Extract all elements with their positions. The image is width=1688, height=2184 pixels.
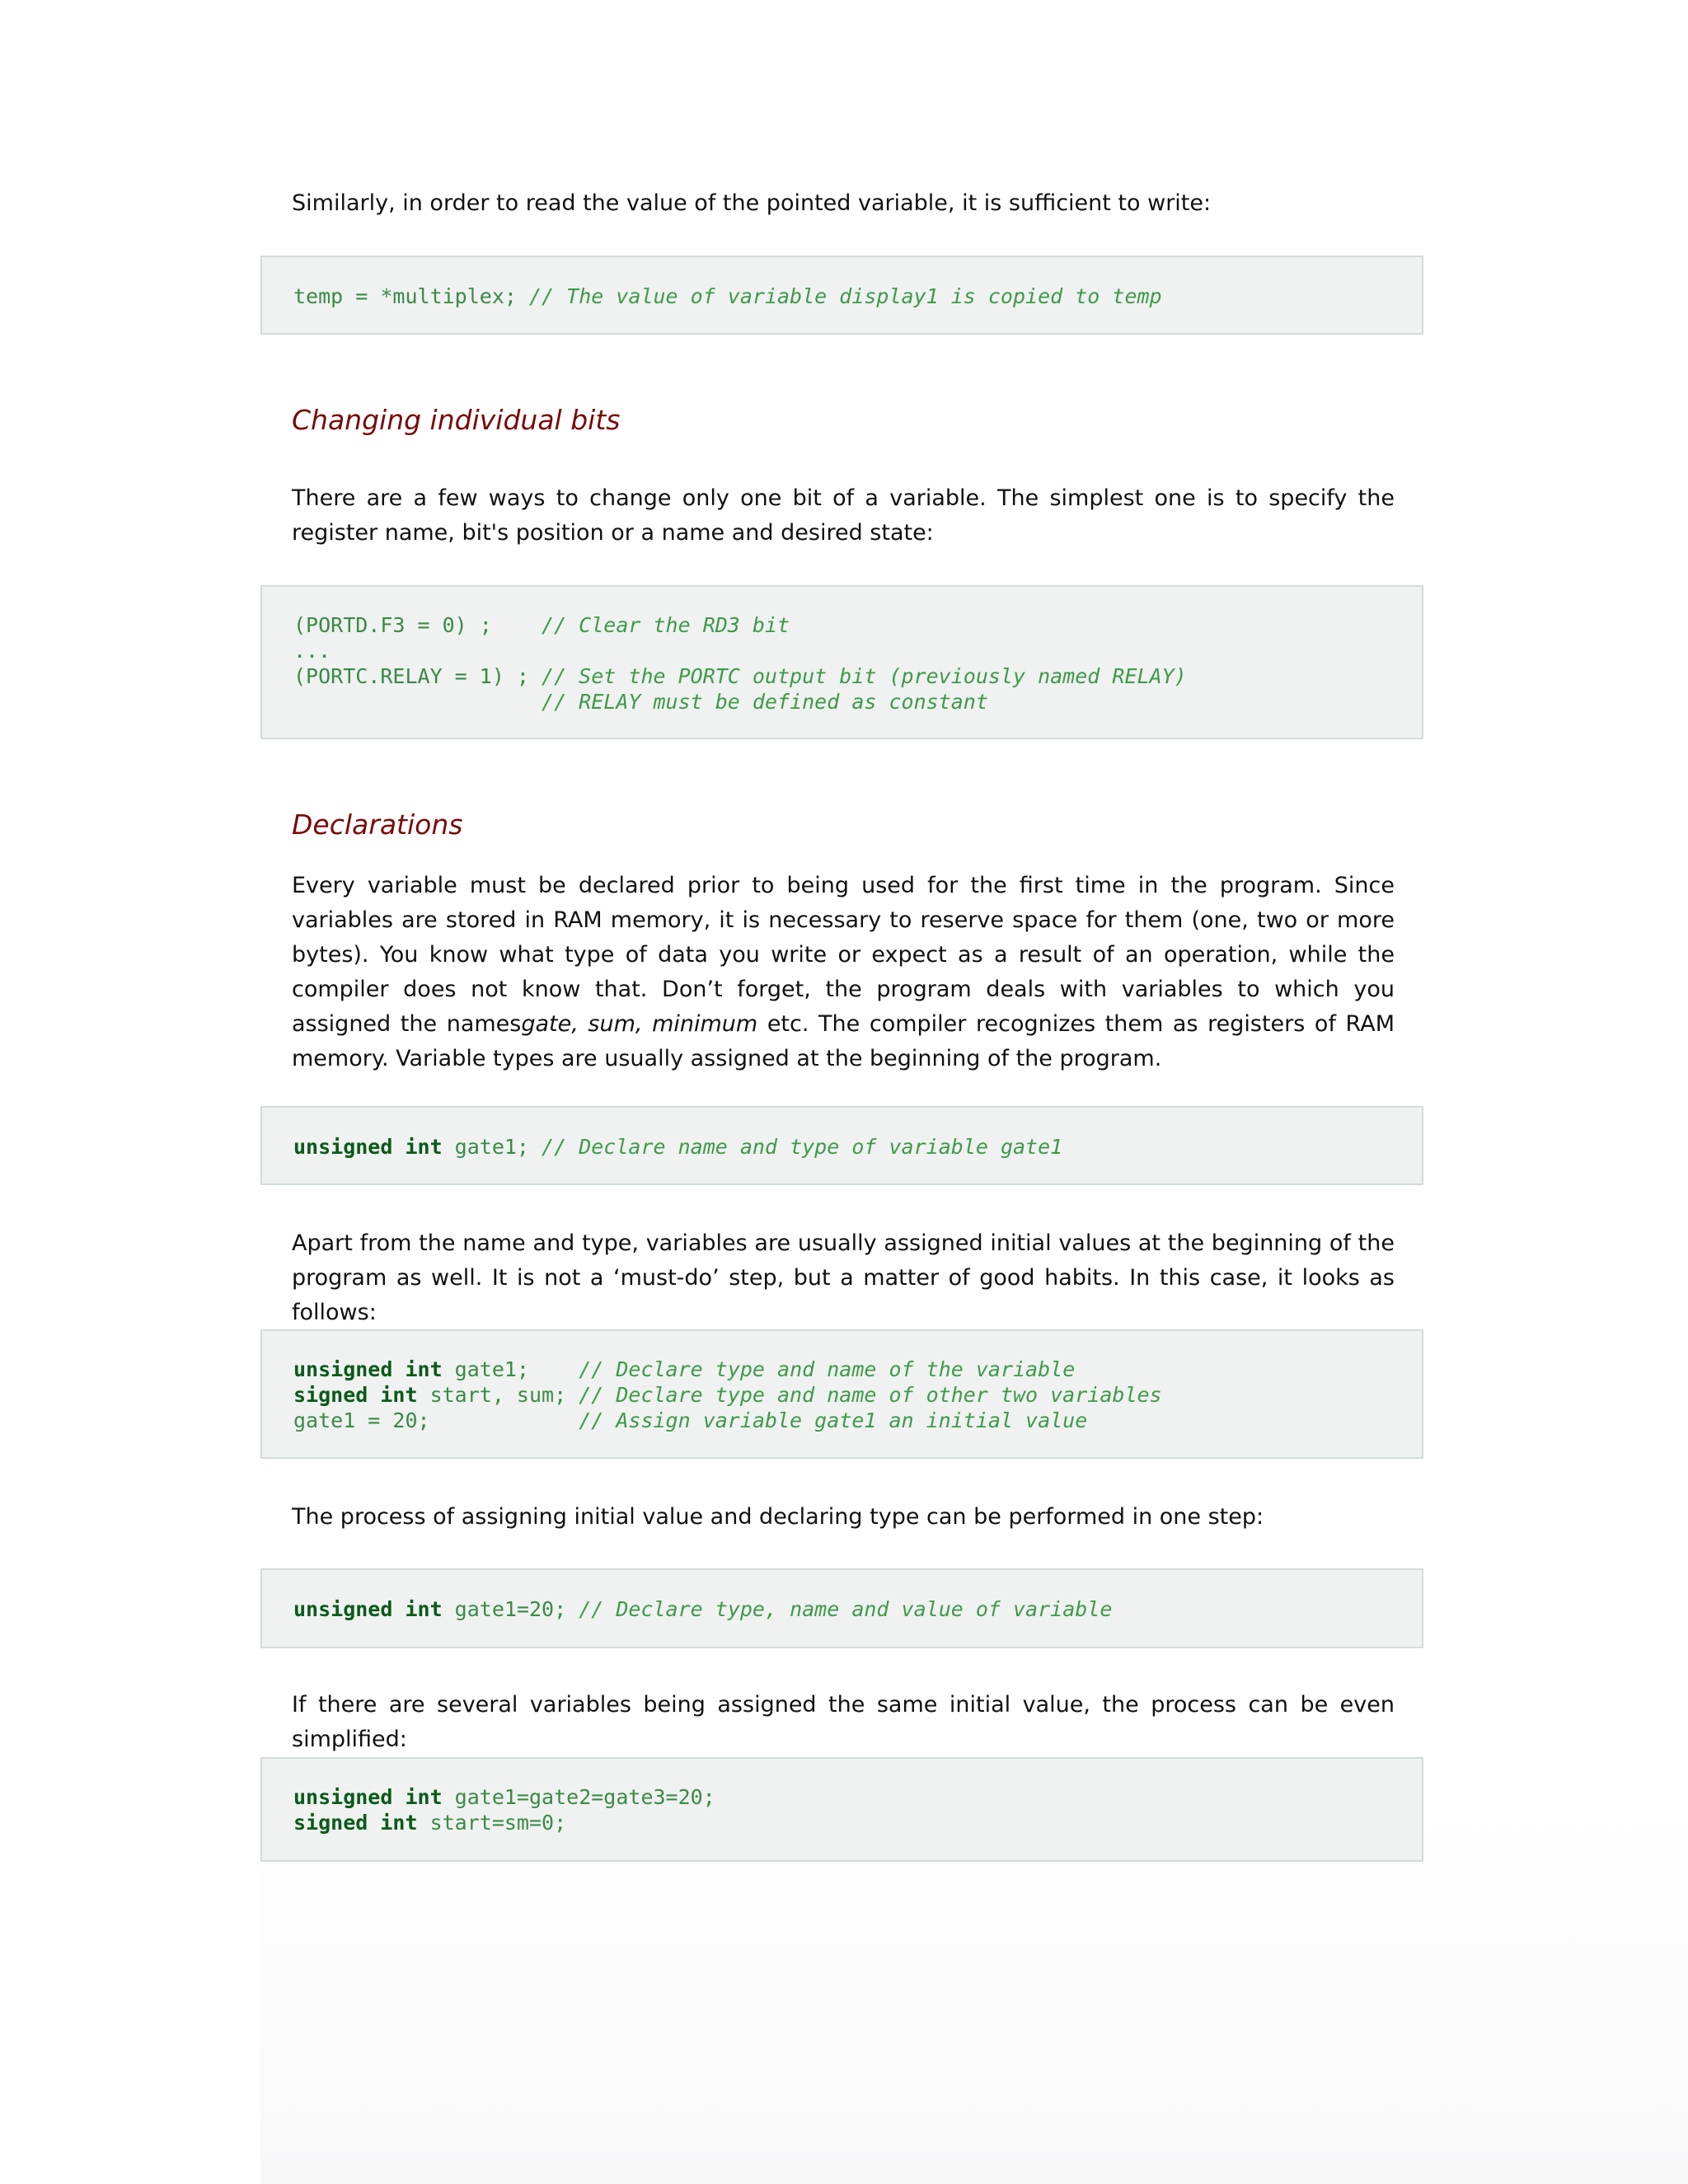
code-line (293, 1784, 1422, 1810)
declarations-italic-names: gate, sum, minimum (521, 1011, 758, 1037)
code-line (293, 1357, 1422, 1382)
code-line (293, 1596, 1422, 1622)
code-text: gate1 = 20; (293, 1408, 579, 1432)
page-shade (260, 1813, 1688, 2184)
code-comment: // Assign variable gate1 an initial value (579, 1408, 1088, 1432)
code-text: gate1=gate2=gate3=20; (442, 1785, 715, 1809)
code-text: gate1; (442, 1357, 579, 1381)
code-keyword: signed int (293, 1383, 418, 1407)
code-text: (PORTC.RELAY = 1) ; (293, 664, 542, 688)
code-text (293, 690, 542, 714)
code-text: gate1; (442, 1135, 542, 1159)
section-heading-declarations: Declarations (292, 808, 463, 841)
code-block-declare-and-init (260, 1329, 1423, 1459)
code-comment: // Declare type, name and value of variable (579, 1597, 1113, 1621)
code-comment: // Declare type and name of other two variables (579, 1383, 1162, 1407)
code-comment: // Declare name and type of variable gate1 (542, 1135, 1063, 1159)
code-keyword: signed int (293, 1811, 418, 1835)
declarations-text-part1: Every variable must be declared prior to being used for the first time in the program. Since variables are stored in RAM memory, it is necessary to reserve space for them (one, two or more bytes). You know what type of data you write or expect as a result of an operation, while the compiler does not know that. Don’t forget, the program deals with variables to which you assigned the names (292, 873, 1395, 1037)
code-comment: // Clear the RD3 bit (542, 613, 790, 637)
code-line (293, 638, 1422, 663)
code-comment: // Set the PORTC output bit (previously named RELAY) (542, 664, 1187, 688)
code-line (293, 689, 1422, 715)
code-keyword: unsigned int (293, 1135, 443, 1159)
code-line (293, 284, 1422, 309)
intro-paragraph: Similarly, in order to read the value of the pointed variable, it is sufficient to write: (292, 190, 1212, 216)
code-keyword: unsigned int (293, 1357, 443, 1381)
code-line (293, 612, 1422, 638)
code-text: (PORTD.F3 = 0) ; (293, 613, 542, 637)
code-keyword: unsigned int (293, 1597, 443, 1621)
code-block-multi-assign (260, 1757, 1423, 1862)
declarations-paragraph (292, 869, 1395, 1076)
code-comment: // Declare type and name of the variable (579, 1357, 1076, 1381)
code-comment: // RELAY must be defined as constant (542, 690, 988, 714)
code-keyword: unsigned int (293, 1785, 443, 1809)
code-text: gate1=20; (442, 1597, 579, 1621)
code-text: start, sum; (417, 1383, 579, 1407)
code-text: start=sm=0; (417, 1811, 567, 1835)
simplified-paragraph: If there are several variables being assigned the same initial value, the process can be even simplified: (292, 1692, 1395, 1752)
section-heading-changing-bits: Changing individual bits (292, 404, 621, 436)
changing-bits-paragraph: There are a few ways to change only one bit of a variable. The simplest one is to specify the register name, bit's position or a name and desired state: (292, 485, 1395, 546)
code-line (293, 1134, 1422, 1160)
code-block-read-pointer (260, 255, 1423, 335)
code-line (293, 1382, 1422, 1408)
initial-values-paragraph: Apart from the name and type, variables are usually assigned initial values at the beginning of the program as well. It is not a ‘must-do’ step, but a matter of good habits. In this case, it looks as follows: (292, 1230, 1395, 1325)
code-text: temp = *multiplex; (293, 284, 529, 308)
one-step-paragraph: The process of assigning initial value and declaring type can be performed in one step: (292, 1504, 1264, 1530)
code-block-declare-gate1 (260, 1106, 1423, 1185)
code-text: ... (293, 639, 331, 663)
declarations-text-part2: etc. The compiler recognizes them as registers of RAM memory. Variable types are usually assigned at the beginning of the program. (292, 1011, 1395, 1071)
code-line (293, 1810, 1422, 1835)
code-block-change-bits (260, 585, 1423, 739)
code-block-one-step (260, 1568, 1423, 1648)
code-line (293, 663, 1422, 689)
code-line (293, 1408, 1422, 1433)
code-comment: // The value of variable display1 is copied to temp (528, 284, 1162, 308)
